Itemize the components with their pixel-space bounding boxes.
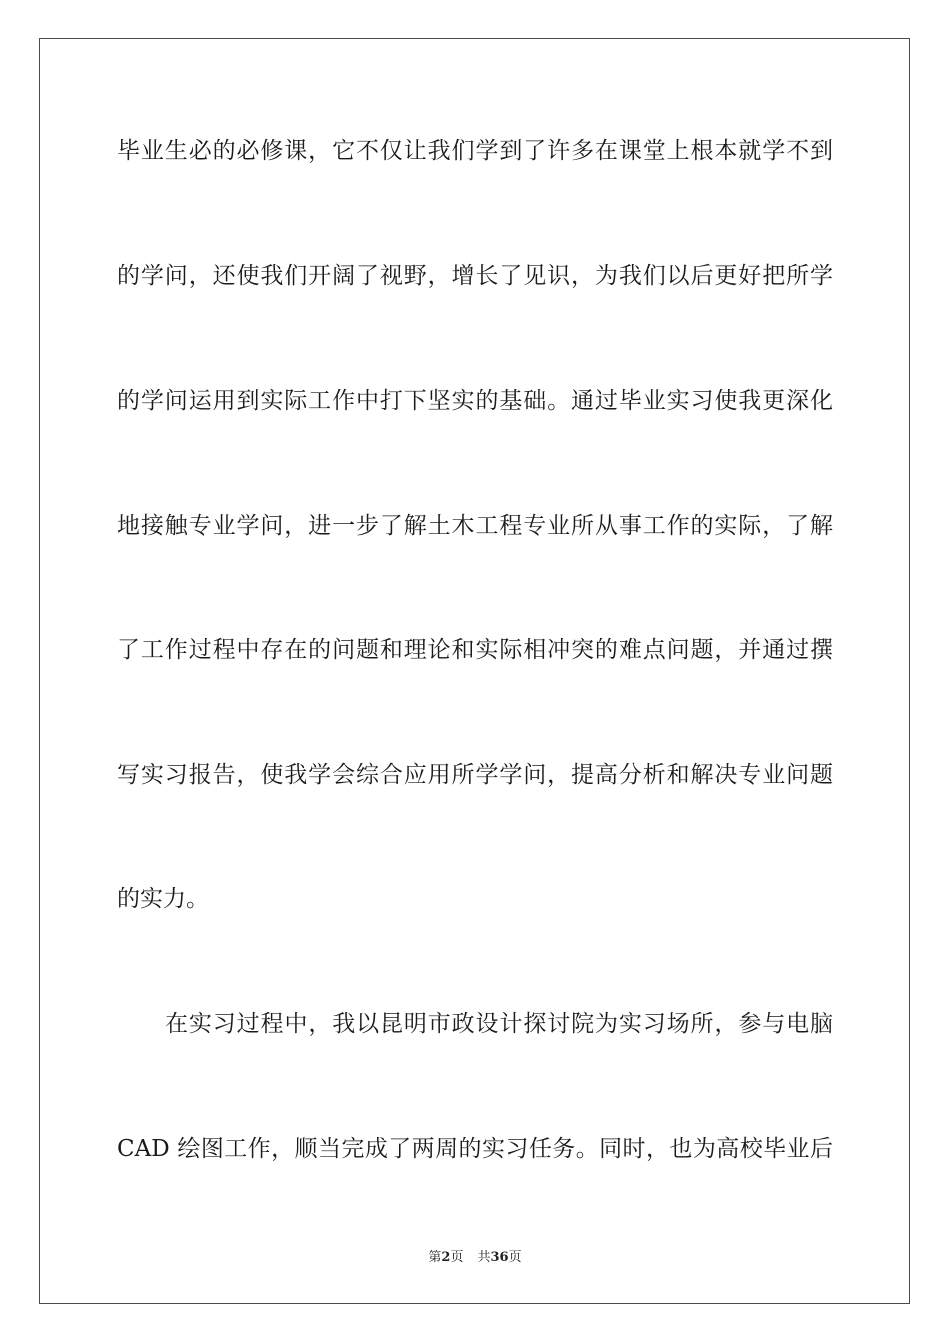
footer-page-prefix: 第	[428, 1250, 442, 1265]
paragraph-1-line-5: 了工作过程中存在的问题和理论和实际相冲突的难点问题，并通过撰	[117, 637, 833, 663]
footer-page-number: 2	[441, 1250, 451, 1265]
paragraph-1-line-1: 毕业生必的必修课，它不仅让我们学到了许多在课堂上根本就学不到	[117, 138, 833, 164]
paragraph-1-line-3: 的学问运用到实际工作中打下坚实的基础。通过毕业实习使我更深化	[117, 388, 833, 414]
paragraph-2-line-2: CAD 绘图工作，顺当完成了两周的实习任务。同时，也为高校毕业后	[117, 1136, 833, 1162]
paragraph-1-line-7: 的实力。	[117, 886, 209, 912]
paragraph-1-line-2: 的学问，还使我们开阔了视野，增长了见识，为我们以后更好把所学	[117, 263, 833, 289]
paragraph-1-line-6: 写实习报告，使我学会综合应用所学学问，提高分析和解决专业问题	[117, 762, 833, 788]
paragraph-2-line-1: 在实习过程中，我以昆明市政设计探讨院为实习场所，参与电脑	[165, 1011, 833, 1037]
page-footer	[0, 1246, 950, 1265]
footer-total-suffix: 页	[508, 1250, 522, 1265]
footer-total-prefix: 共	[477, 1250, 491, 1265]
footer-page-suffix: 页	[450, 1250, 464, 1265]
page-border	[39, 38, 910, 1304]
paragraph-1-line-4: 地接触专业学问，进一步了解土木工程专业所从事工作的实际，了解	[117, 513, 833, 539]
footer-total-pages: 36	[490, 1250, 509, 1265]
